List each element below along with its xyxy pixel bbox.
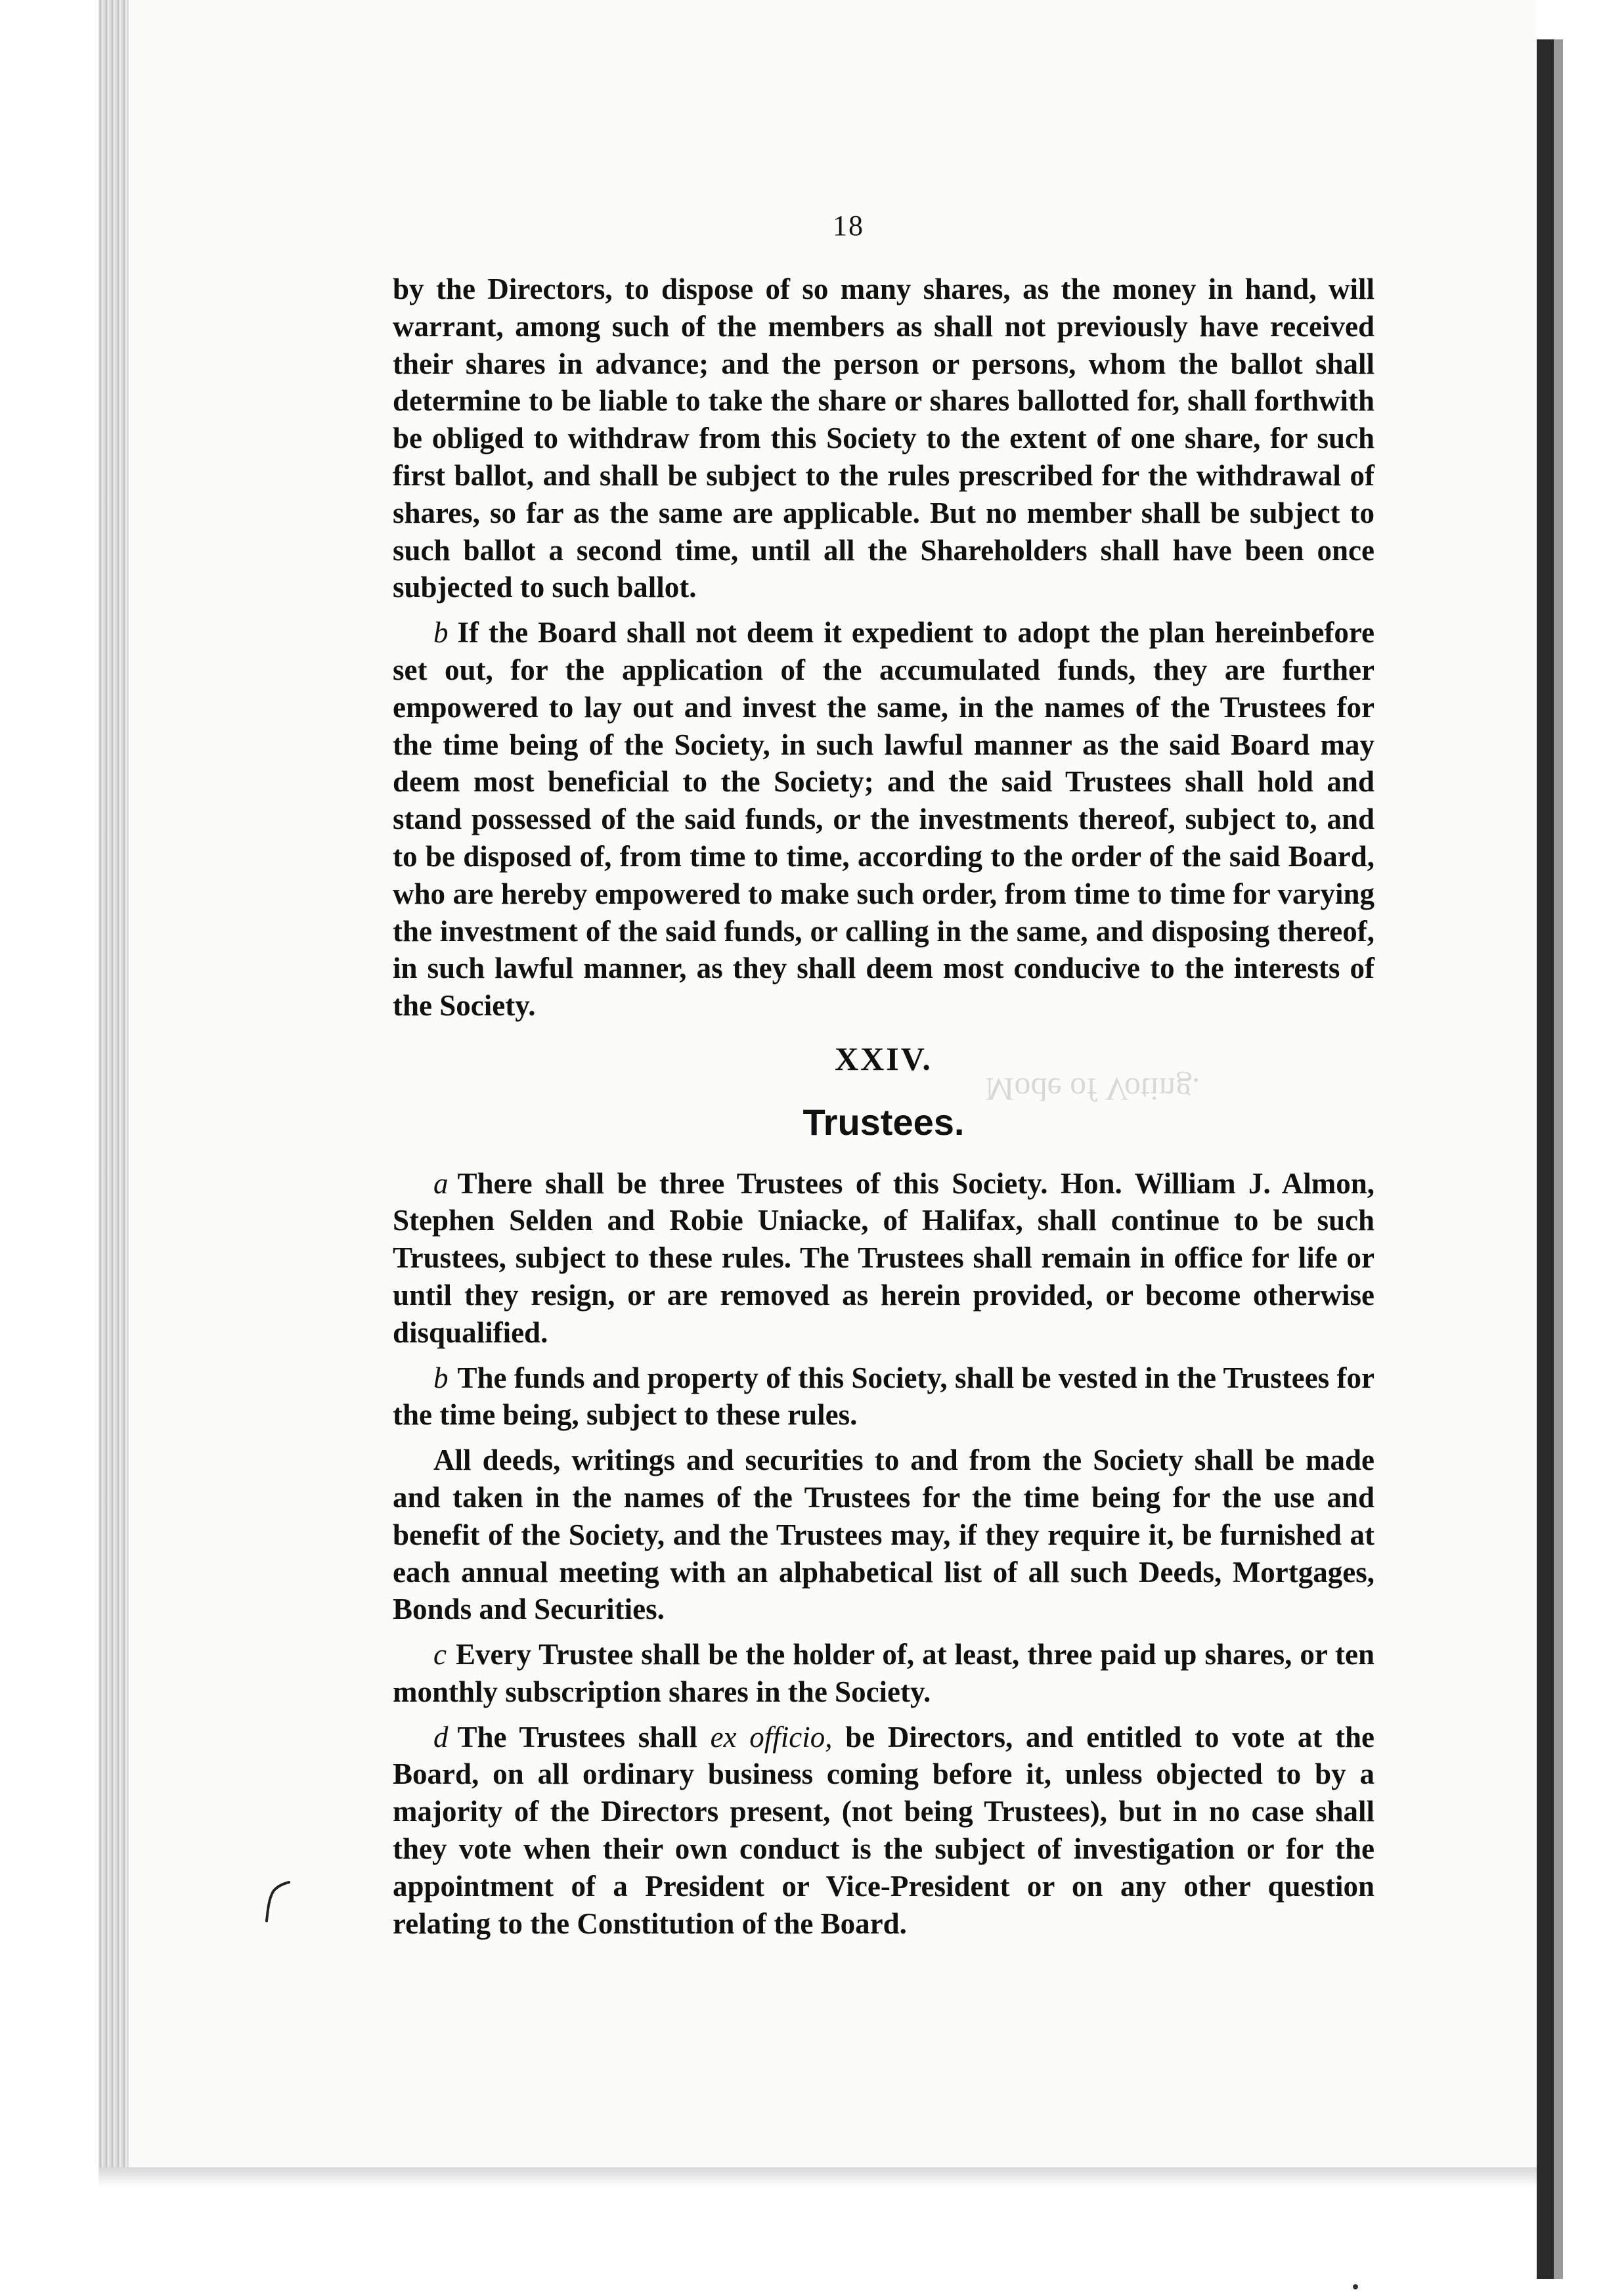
paragraph-text: The funds and property of this Society, shall be vested in the Trustees for the time being, subject to these rules. bbox=[393, 1361, 1374, 1432]
paragraph-text: All deeds, writings and securities to and from the Society shall be made and taken in the names of the Trustees for the time being for the use and benefit of the Society, and the Trustees may, if they require it, be furnished at each annual meeting with an alphabetical list of all such Deeds, Mortgages, Bonds and Securities. bbox=[393, 1444, 1374, 1626]
paragraph-text: If the Board shall not deem it expedient to adopt the plan hereinbefore set out, for the application of the accumulated funds, they are further empowered to lay out and invest the same, in the names of the Trustees for the time being of the Society, in such lawful manner as the said Board may deem most beneficial to the Society; and the said Trustees shall hold and stand possessed of the said funds, or the investments thereof, subject to, and to be disposed of, from time to time, according to the order of the said Board, who are hereby empowered to make such order, from time to time for varying the investment of the said funds, or calling in the same, and disposing thereof, in such lawful manner, as they shall deem most conducive to the interests of the Society. bbox=[393, 616, 1374, 1023]
paragraph-text: Every Trustee shall be the holder of, at least, three paid up shares, or ten monthly subscription shares in the Society. bbox=[393, 1638, 1374, 1708]
binding-edge bbox=[99, 0, 129, 2180]
section-title: Trustees. bbox=[802, 1101, 965, 1143]
paragraph-deeds bbox=[393, 1442, 1374, 1628]
item-letter: b bbox=[433, 616, 449, 650]
page-number: 18 bbox=[833, 210, 864, 242]
paragraph-text-after: be Directors, and entitled to vote at the Board, on all ordinary business coming before it, unless objected to by a majority of the Directors present, (not being Trustees), but in no case shall they vote when their own conduct is the subject of investigation or for the appointment of a President or Vice-President or on any other question relating to the Constitution of the Board. bbox=[393, 1720, 1375, 1940]
section-number: XXIV. bbox=[835, 1040, 933, 1077]
item-letter: d bbox=[433, 1720, 449, 1754]
paragraph-d-directors bbox=[393, 1719, 1374, 1943]
paragraph-c-shares bbox=[393, 1636, 1374, 1711]
body-text bbox=[393, 271, 1374, 1950]
paragraph-continuation bbox=[393, 271, 1374, 606]
latin-phrase: ex officio, bbox=[710, 1720, 833, 1754]
page-edge-highlight bbox=[1554, 39, 1563, 2279]
show-through-text: Mode of Voting. bbox=[985, 1071, 1200, 1108]
scan-dot bbox=[1353, 2284, 1358, 2289]
paragraph-text: by the Directors, to dispose of so many shares, as the money in hand, will warrant, among such of the members as shall not previously have received their shares in advance; and the person or persons, whom the ballot shall determine to be liable to take the share or shares ballotted for, shall forthwith be obliged to withdraw from this Society to the extent of one share, for such first ballot, and shall be subject to the rules prescribed for the withdrawal of shares, so far as the same are applicable. But no member shall be subject to such ballot a second time, until all the Shareholders shall have been once subjected to such ballot. bbox=[393, 273, 1374, 604]
paragraph-b-investment bbox=[393, 614, 1374, 1025]
paragraph-text-before: The Trustees shall bbox=[457, 1720, 697, 1754]
paragraph-text: There shall be three Trustees of this Society. Hon. William J. Almon, Stephen Selden and Robie Uniacke, of Halifax, shall continue to be such Trustees, subject to these rules. The Trustees shall remain in office for life or until they resign, or are removed as herein provided, or become otherwise disqualified. bbox=[393, 1166, 1374, 1349]
page-bottom-edge bbox=[99, 2167, 1537, 2187]
item-letter: a bbox=[433, 1166, 449, 1200]
paragraph-b-funds bbox=[393, 1359, 1374, 1434]
page-edge-shadow bbox=[1537, 39, 1554, 2279]
item-letter: b bbox=[433, 1361, 449, 1394]
item-letter: c bbox=[433, 1638, 447, 1671]
paragraph-a-trustees bbox=[393, 1165, 1374, 1352]
margin-pencil-mark bbox=[253, 1878, 293, 1924]
